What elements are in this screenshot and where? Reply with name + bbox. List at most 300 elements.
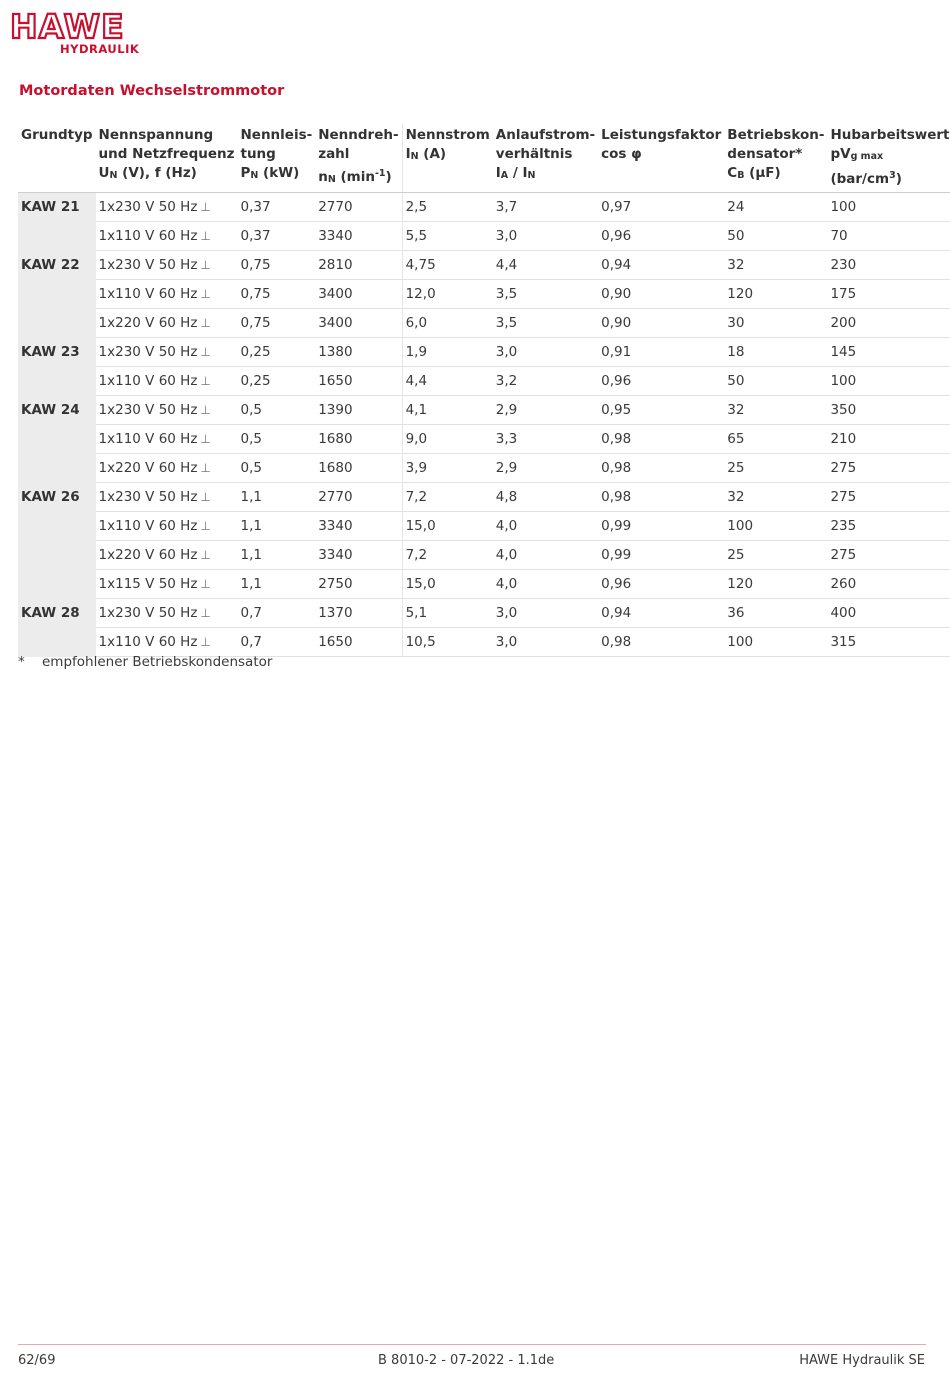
cell-voltage (96, 628, 238, 657)
cell-speed-value: 2770 (318, 199, 353, 215)
cell-ratio-value: 3,0 (495, 228, 518, 244)
cell-power (237, 454, 315, 483)
cell-speed (315, 483, 402, 512)
cell-ratio-value: 4,0 (495, 576, 518, 592)
cell-cos-value: 0,94 (601, 257, 632, 273)
cell-voltage-value: 1x230 V 50 Hz (98, 257, 198, 273)
cell-ratio-value: 4,0 (495, 518, 518, 534)
cell-power (237, 193, 315, 222)
cell-speed (315, 309, 402, 338)
cell-current (402, 396, 493, 425)
cell-voltage-value: 1x220 V 60 Hz (98, 547, 198, 563)
cell-grundtyp (18, 512, 96, 541)
cell-cos (598, 512, 724, 541)
table-row (18, 280, 950, 309)
cell-power-value: 0,7 (240, 605, 262, 621)
cell-ratio (493, 512, 598, 541)
cell-ratio-value: 4,0 (495, 547, 518, 563)
cell-cos-value: 0,99 (601, 518, 632, 534)
header-nennleistung: Nennleis- tung PN (kW) (237, 124, 315, 193)
cell-speed (315, 570, 402, 599)
cell-current-value: 12,0 (405, 286, 436, 302)
cell-grundtyp: KAW 24 (18, 396, 96, 425)
cell-voltage-value: 1x110 V 60 Hz (98, 286, 198, 302)
cell-voltage (96, 280, 238, 309)
cell-cos (598, 570, 724, 599)
phase-symbol-icon: ⊥ (200, 287, 211, 301)
cell-speed (315, 280, 402, 309)
cell-speed (315, 628, 402, 657)
table-header-row (18, 124, 950, 193)
cell-pv (827, 512, 950, 541)
header-anlaufstromverhaeltnis: Anlaufstrom- verhältnis IA / IN (493, 124, 598, 193)
cell-voltage (96, 541, 238, 570)
cell-speed (315, 454, 402, 483)
cell-pv-value: 350 (830, 402, 857, 418)
cell-pv (827, 454, 950, 483)
cell-voltage (96, 599, 238, 628)
cell-voltage (96, 309, 238, 338)
cell-voltage (96, 222, 238, 251)
cell-voltage (96, 425, 238, 454)
phase-symbol-icon: ⊥ (200, 577, 211, 591)
cell-speed-value: 2770 (318, 489, 353, 505)
phase-symbol-icon: ⊥ (200, 403, 211, 417)
hawe-logo (8, 8, 153, 58)
cell-cap (724, 338, 827, 367)
footer-document-id: B 8010-2 - 07-2022 - 1.1de (378, 1353, 555, 1368)
cell-speed-value: 1650 (318, 373, 353, 389)
cell-cos-value: 0,96 (601, 576, 632, 592)
cell-speed-value: 3340 (318, 547, 353, 563)
table-row (18, 251, 950, 280)
logo-word: HAWE (10, 8, 125, 46)
cell-pv-value: 175 (830, 286, 857, 302)
cell-voltage-value: 1x220 V 60 Hz (98, 460, 198, 476)
cell-speed-value: 3400 (318, 286, 353, 302)
cell-power-value: 0,25 (240, 373, 271, 389)
cell-cap-value: 36 (727, 605, 745, 621)
cell-current (402, 599, 493, 628)
cell-power (237, 309, 315, 338)
cell-pv-value: 315 (830, 634, 857, 650)
cell-cos (598, 193, 724, 222)
cell-power (237, 280, 315, 309)
header-hubarbeitswert: Hubarbeitswert pVg max $(bar/cm^3)$ (827, 124, 950, 193)
cell-voltage (96, 251, 238, 280)
table-row (18, 425, 950, 454)
cell-power-value: 0,75 (240, 315, 271, 331)
cell-ratio-value: 2,9 (495, 402, 518, 418)
table-row (18, 628, 950, 657)
cell-ratio-value: 3,5 (495, 315, 518, 331)
footer-company: HAWE Hydraulik SE (799, 1353, 925, 1368)
cell-ratio (493, 338, 598, 367)
header-nennspannung: Nennspannung und Netzfrequenz UN (V), f (Hz) (96, 124, 238, 193)
cell-cos (598, 599, 724, 628)
table-row (18, 512, 950, 541)
cell-power (237, 425, 315, 454)
cell-power (237, 483, 315, 512)
cell-grundtyp: KAW 22 (18, 251, 96, 280)
cell-speed-value: 2810 (318, 257, 353, 273)
cell-pv (827, 309, 950, 338)
cell-grundtyp: KAW 28 (18, 599, 96, 628)
cell-power-value: 0,37 (240, 228, 271, 244)
cell-current (402, 512, 493, 541)
table-row (18, 338, 950, 367)
cell-speed (315, 396, 402, 425)
cell-power (237, 541, 315, 570)
cell-voltage-value: 1x110 V 60 Hz (98, 373, 198, 389)
cell-grundtyp (18, 454, 96, 483)
cell-voltage (96, 338, 238, 367)
cell-cos (598, 628, 724, 657)
cell-power (237, 251, 315, 280)
cell-voltage (96, 483, 238, 512)
cell-speed (315, 251, 402, 280)
cell-power-value: 1,1 (240, 518, 262, 534)
cell-voltage (96, 396, 238, 425)
cell-current-value: 15,0 (405, 518, 436, 534)
cell-ratio-value: 4,4 (495, 257, 518, 273)
cell-voltage-value: 1x115 V 50 Hz (98, 576, 198, 592)
cell-current-value: 6,0 (405, 315, 428, 331)
cell-current-value: 3,9 (405, 460, 428, 476)
cell-power-value: 0,5 (240, 460, 262, 476)
cell-cos-value: 0,97 (601, 199, 632, 215)
cell-speed-value: 3400 (318, 315, 353, 331)
cell-voltage (96, 512, 238, 541)
cell-grundtyp (18, 367, 96, 396)
cell-cap-value: 32 (727, 489, 745, 505)
footer-page-number: 62/69 (18, 1353, 56, 1368)
cell-pv (827, 599, 950, 628)
cell-current-value: 10,5 (405, 634, 436, 650)
cell-voltage-value: 1x230 V 50 Hz (98, 402, 198, 418)
section-title: Motordaten Wechselstrommotor (19, 83, 285, 99)
table-row (18, 396, 950, 425)
cell-power (237, 222, 315, 251)
cell-cap-value: 32 (727, 402, 745, 418)
cell-pv (827, 628, 950, 657)
cell-cap-value: 65 (727, 431, 745, 447)
cell-cos-value: 0,90 (601, 315, 632, 331)
cell-grundtyp (18, 570, 96, 599)
cell-speed (315, 367, 402, 396)
cell-current-value: 4,4 (405, 373, 428, 389)
phase-symbol-icon: ⊥ (200, 200, 211, 214)
cell-voltage (96, 570, 238, 599)
cell-current-value: 7,2 (405, 547, 428, 563)
cell-cos (598, 280, 724, 309)
cell-cap-value: 50 (727, 228, 745, 244)
cell-pv-value: 100 (830, 199, 857, 215)
cell-cos-value: 0,96 (601, 228, 632, 244)
logo-subtitle: HYDRAULIK (60, 42, 140, 56)
cell-cos (598, 338, 724, 367)
cell-cap (724, 628, 827, 657)
cell-cap (724, 251, 827, 280)
footnote (18, 654, 272, 670)
cell-ratio-value: 3,7 (495, 199, 518, 215)
table-row (18, 483, 950, 512)
cell-cap (724, 193, 827, 222)
cell-current-value: 5,5 (405, 228, 428, 244)
cell-cap (724, 367, 827, 396)
cell-power-value: 0,25 (240, 344, 271, 360)
cell-power (237, 367, 315, 396)
cell-cos-value: 0,98 (601, 460, 632, 476)
cell-pv-value: 235 (830, 518, 857, 534)
cell-cos (598, 454, 724, 483)
cell-pv (827, 338, 950, 367)
table-row (18, 570, 950, 599)
cell-pv (827, 251, 950, 280)
cell-current-value: 9,0 (405, 431, 428, 447)
table-body (18, 193, 950, 657)
cell-power (237, 570, 315, 599)
cell-ratio (493, 570, 598, 599)
cell-cap-value: 18 (727, 344, 745, 360)
cell-cos-value: 0,91 (601, 344, 632, 360)
phase-symbol-icon: ⊥ (200, 345, 211, 359)
phase-symbol-icon: ⊥ (200, 374, 211, 388)
cell-current-value: 1,9 (405, 344, 428, 360)
cell-pv (827, 483, 950, 512)
cell-voltage-value: 1x230 V 50 Hz (98, 489, 198, 505)
cell-ratio-value: 3,0 (495, 605, 518, 621)
cell-cap (724, 454, 827, 483)
cell-current (402, 193, 493, 222)
cell-power-value: 1,1 (240, 489, 262, 505)
cell-pv-value: 200 (830, 315, 857, 331)
cell-cos-value: 0,98 (601, 431, 632, 447)
cell-ratio (493, 251, 598, 280)
cell-cos (598, 425, 724, 454)
cell-voltage-value: 1x220 V 60 Hz (98, 315, 198, 331)
cell-cap-value: 24 (727, 199, 745, 215)
cell-cos (598, 483, 724, 512)
cell-ratio (493, 541, 598, 570)
cell-grundtyp: KAW 21 (18, 193, 96, 222)
cell-power (237, 396, 315, 425)
cell-power-value: 1,1 (240, 576, 262, 592)
cell-cap-value: 120 (727, 286, 754, 302)
cell-pv-value: 210 (830, 431, 857, 447)
cell-speed-value: 1390 (318, 402, 353, 418)
phase-symbol-icon: ⊥ (200, 432, 211, 446)
phase-symbol-icon: ⊥ (200, 316, 211, 330)
cell-ratio (493, 193, 598, 222)
table-row (18, 454, 950, 483)
cell-cap (724, 570, 827, 599)
cell-current (402, 280, 493, 309)
cell-cap (724, 396, 827, 425)
cell-cap (724, 280, 827, 309)
cell-current (402, 628, 493, 657)
cell-cap-value: 100 (727, 634, 754, 650)
cell-pv (827, 541, 950, 570)
cell-cap (724, 512, 827, 541)
cell-ratio-value: 3,5 (495, 286, 518, 302)
cell-power (237, 599, 315, 628)
cell-pv-value: 275 (830, 547, 857, 563)
cell-pv-value: 400 (830, 605, 857, 621)
cell-power-value: 0,37 (240, 199, 271, 215)
cell-grundtyp (18, 280, 96, 309)
header-betriebskondensator: Betriebskon- densator* CB (µF) (724, 124, 827, 193)
cell-pv (827, 367, 950, 396)
cell-current (402, 309, 493, 338)
cell-power (237, 512, 315, 541)
cell-cap (724, 222, 827, 251)
cell-pv-value: 230 (830, 257, 857, 273)
table-row (18, 367, 950, 396)
cell-current (402, 338, 493, 367)
table-row (18, 222, 950, 251)
table-row (18, 309, 950, 338)
cell-ratio-value: 3,2 (495, 373, 518, 389)
cell-current-value: 5,1 (405, 605, 428, 621)
cell-pv (827, 193, 950, 222)
cell-voltage-value: 1x110 V 60 Hz (98, 518, 198, 534)
cell-ratio (493, 309, 598, 338)
header-leistungsfaktor: Leistungsfaktor cos φ (598, 124, 724, 193)
cell-ratio (493, 425, 598, 454)
cell-cos-value: 0,96 (601, 373, 632, 389)
cell-ratio (493, 483, 598, 512)
cell-ratio-value: 4,8 (495, 489, 518, 505)
cell-cap (724, 309, 827, 338)
cell-cos (598, 309, 724, 338)
cell-voltage-value: 1x230 V 50 Hz (98, 605, 198, 621)
cell-cos-value: 0,99 (601, 547, 632, 563)
phase-symbol-icon: ⊥ (200, 519, 211, 533)
cell-speed-value: 1380 (318, 344, 353, 360)
cell-pv (827, 425, 950, 454)
cell-cos (598, 251, 724, 280)
cell-grundtyp (18, 541, 96, 570)
cell-speed (315, 193, 402, 222)
cell-speed (315, 541, 402, 570)
cell-current (402, 251, 493, 280)
phase-symbol-icon: ⊥ (200, 461, 211, 475)
cell-cap-value: 25 (727, 547, 745, 563)
cell-cap-value: 50 (727, 373, 745, 389)
cell-ratio (493, 280, 598, 309)
cell-current (402, 483, 493, 512)
footer-divider (18, 1344, 926, 1345)
cell-voltage (96, 193, 238, 222)
cell-cos-value: 0,98 (601, 489, 632, 505)
cell-current (402, 367, 493, 396)
motor-data-table (18, 124, 950, 657)
phase-symbol-icon: ⊥ (200, 606, 211, 620)
logo-graphic (8, 8, 153, 58)
cell-power-value: 1,1 (240, 547, 262, 563)
cell-voltage (96, 367, 238, 396)
cell-cap-value: 120 (727, 576, 754, 592)
cell-voltage-value: 1x110 V 60 Hz (98, 431, 198, 447)
cell-current (402, 454, 493, 483)
cell-speed-value: 3340 (318, 228, 353, 244)
cell-current-value: 15,0 (405, 576, 436, 592)
cell-cos (598, 367, 724, 396)
phase-symbol-icon: ⊥ (200, 229, 211, 243)
cell-speed (315, 599, 402, 628)
cell-ratio (493, 599, 598, 628)
cell-ratio-value: 3,0 (495, 344, 518, 360)
cell-power-value: 0,5 (240, 402, 262, 418)
phase-symbol-icon: ⊥ (200, 490, 211, 504)
cell-ratio-value: 3,3 (495, 431, 518, 447)
cell-cos-value: 0,94 (601, 605, 632, 621)
header-nenndrehzahl: Nenndreh- zahl nN $(\min^{-1})$ (315, 124, 402, 193)
footnote-mark: * (18, 654, 25, 670)
cell-grundtyp (18, 425, 96, 454)
cell-ratio-value: 3,0 (495, 634, 518, 650)
cell-ratio (493, 454, 598, 483)
cell-cap (724, 541, 827, 570)
cell-current (402, 222, 493, 251)
cell-current-value: 4,1 (405, 402, 428, 418)
cell-pv-value: 260 (830, 576, 857, 592)
cell-current-value: 4,75 (405, 257, 436, 273)
cell-power-value: 0,75 (240, 257, 271, 273)
cell-power (237, 338, 315, 367)
cell-cap (724, 425, 827, 454)
cell-speed (315, 512, 402, 541)
cell-current-value: 7,2 (405, 489, 428, 505)
cell-voltage-value: 1x230 V 50 Hz (98, 344, 198, 360)
cell-pv (827, 280, 950, 309)
cell-current (402, 541, 493, 570)
cell-cap (724, 599, 827, 628)
cell-ratio (493, 367, 598, 396)
cell-cos (598, 541, 724, 570)
cell-current (402, 570, 493, 599)
table-row (18, 193, 950, 222)
cell-pv-value: 275 (830, 489, 857, 505)
phase-symbol-icon: ⊥ (200, 258, 211, 272)
cell-current-value: 2,5 (405, 199, 428, 215)
cell-pv (827, 570, 950, 599)
cell-grundtyp (18, 309, 96, 338)
cell-cap-value: 32 (727, 257, 745, 273)
cell-cap-value: 30 (727, 315, 745, 331)
cell-ratio (493, 628, 598, 657)
cell-ratio (493, 396, 598, 425)
cell-speed-value: 2750 (318, 576, 353, 592)
cell-voltage (96, 454, 238, 483)
cell-cap (724, 483, 827, 512)
cell-pv-value: 100 (830, 373, 857, 389)
cell-cap-value: 25 (727, 460, 745, 476)
cell-pv (827, 396, 950, 425)
cell-cap-value: 100 (727, 518, 754, 534)
cell-pv (827, 222, 950, 251)
cell-ratio (493, 222, 598, 251)
cell-grundtyp (18, 222, 96, 251)
table-row (18, 599, 950, 628)
cell-grundtyp (18, 628, 96, 657)
table-row (18, 541, 950, 570)
cell-power-value: 0,5 (240, 431, 262, 447)
cell-grundtyp: KAW 26 (18, 483, 96, 512)
cell-speed-value: 1370 (318, 605, 353, 621)
cell-speed (315, 338, 402, 367)
